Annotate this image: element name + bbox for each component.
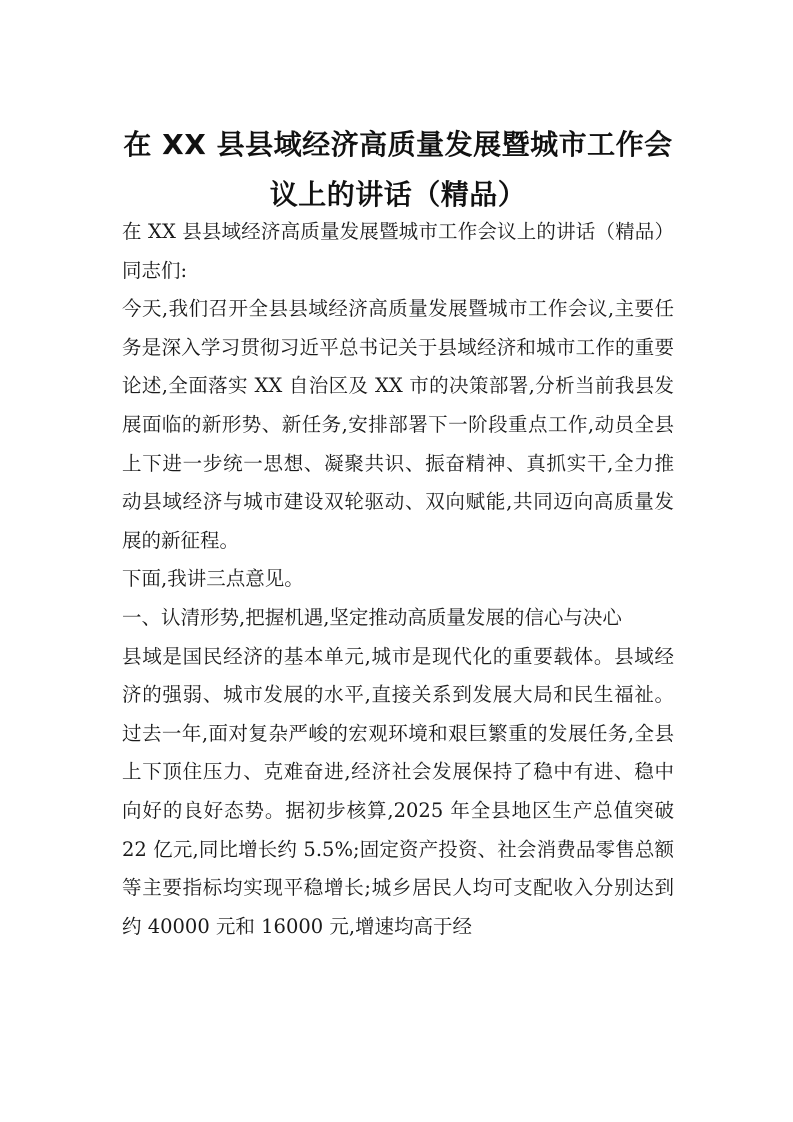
paragraph-situation: 县域是国民经济的基本单元,城市是现代化的重要载体。县域经济的强弱、城市发展的水平,直接关系到发展大局和民生福祉。过去一年,面对复杂严峻的宏观环境和艰巨繁重的发展任务,全县上下顶住压力、克难奋进,经济社会发展保持了稳中有进、稳中向好的良好态势。据初步核算,2025 年全县地区生产总值突破 22 亿元,同比增长约 5.5%;固定资产投资、社会消费品零售总额等主要指标均实现平稳增长;城乡居民人均可支配收入分别达到约 40000 元和 16000 元,增速均高于经 xyxy=(122,644,674,938)
document-title: 在 XX 县县域经济高质量发展暨城市工作会议上的讲话（精品） xyxy=(123,128,673,211)
paragraph-intro: 在 XX 县县域经济高质量发展暨城市工作会议上的讲话（精品）同志们: xyxy=(122,220,674,282)
paragraph-transition: 下面,我讲三点意见。 xyxy=(122,567,304,591)
section-heading-1: 一、认清形势,把握机遇,坚定推动高质量发展的信心与决心 xyxy=(122,605,622,629)
paragraph-opening: 今天,我们召开全县县域经济高质量发展暨城市工作会议,主要任务是深入学习贯彻习近平总书记关于县域经济和城市工作的重要论述,全面落实 XX 自治区及 XX 市的决策部署,分析当前我县发展面临的新形势、新任务,安排部署下一阶段重点工作,动员全县上下进一步统一思想、凝聚共识、振奋精神、真抓实干,全力推动县域经济与城市建设双轮驱动、双向赋能,共同迈向高质量发展的新征程。 xyxy=(122,297,674,552)
document-body xyxy=(122,213,674,946)
